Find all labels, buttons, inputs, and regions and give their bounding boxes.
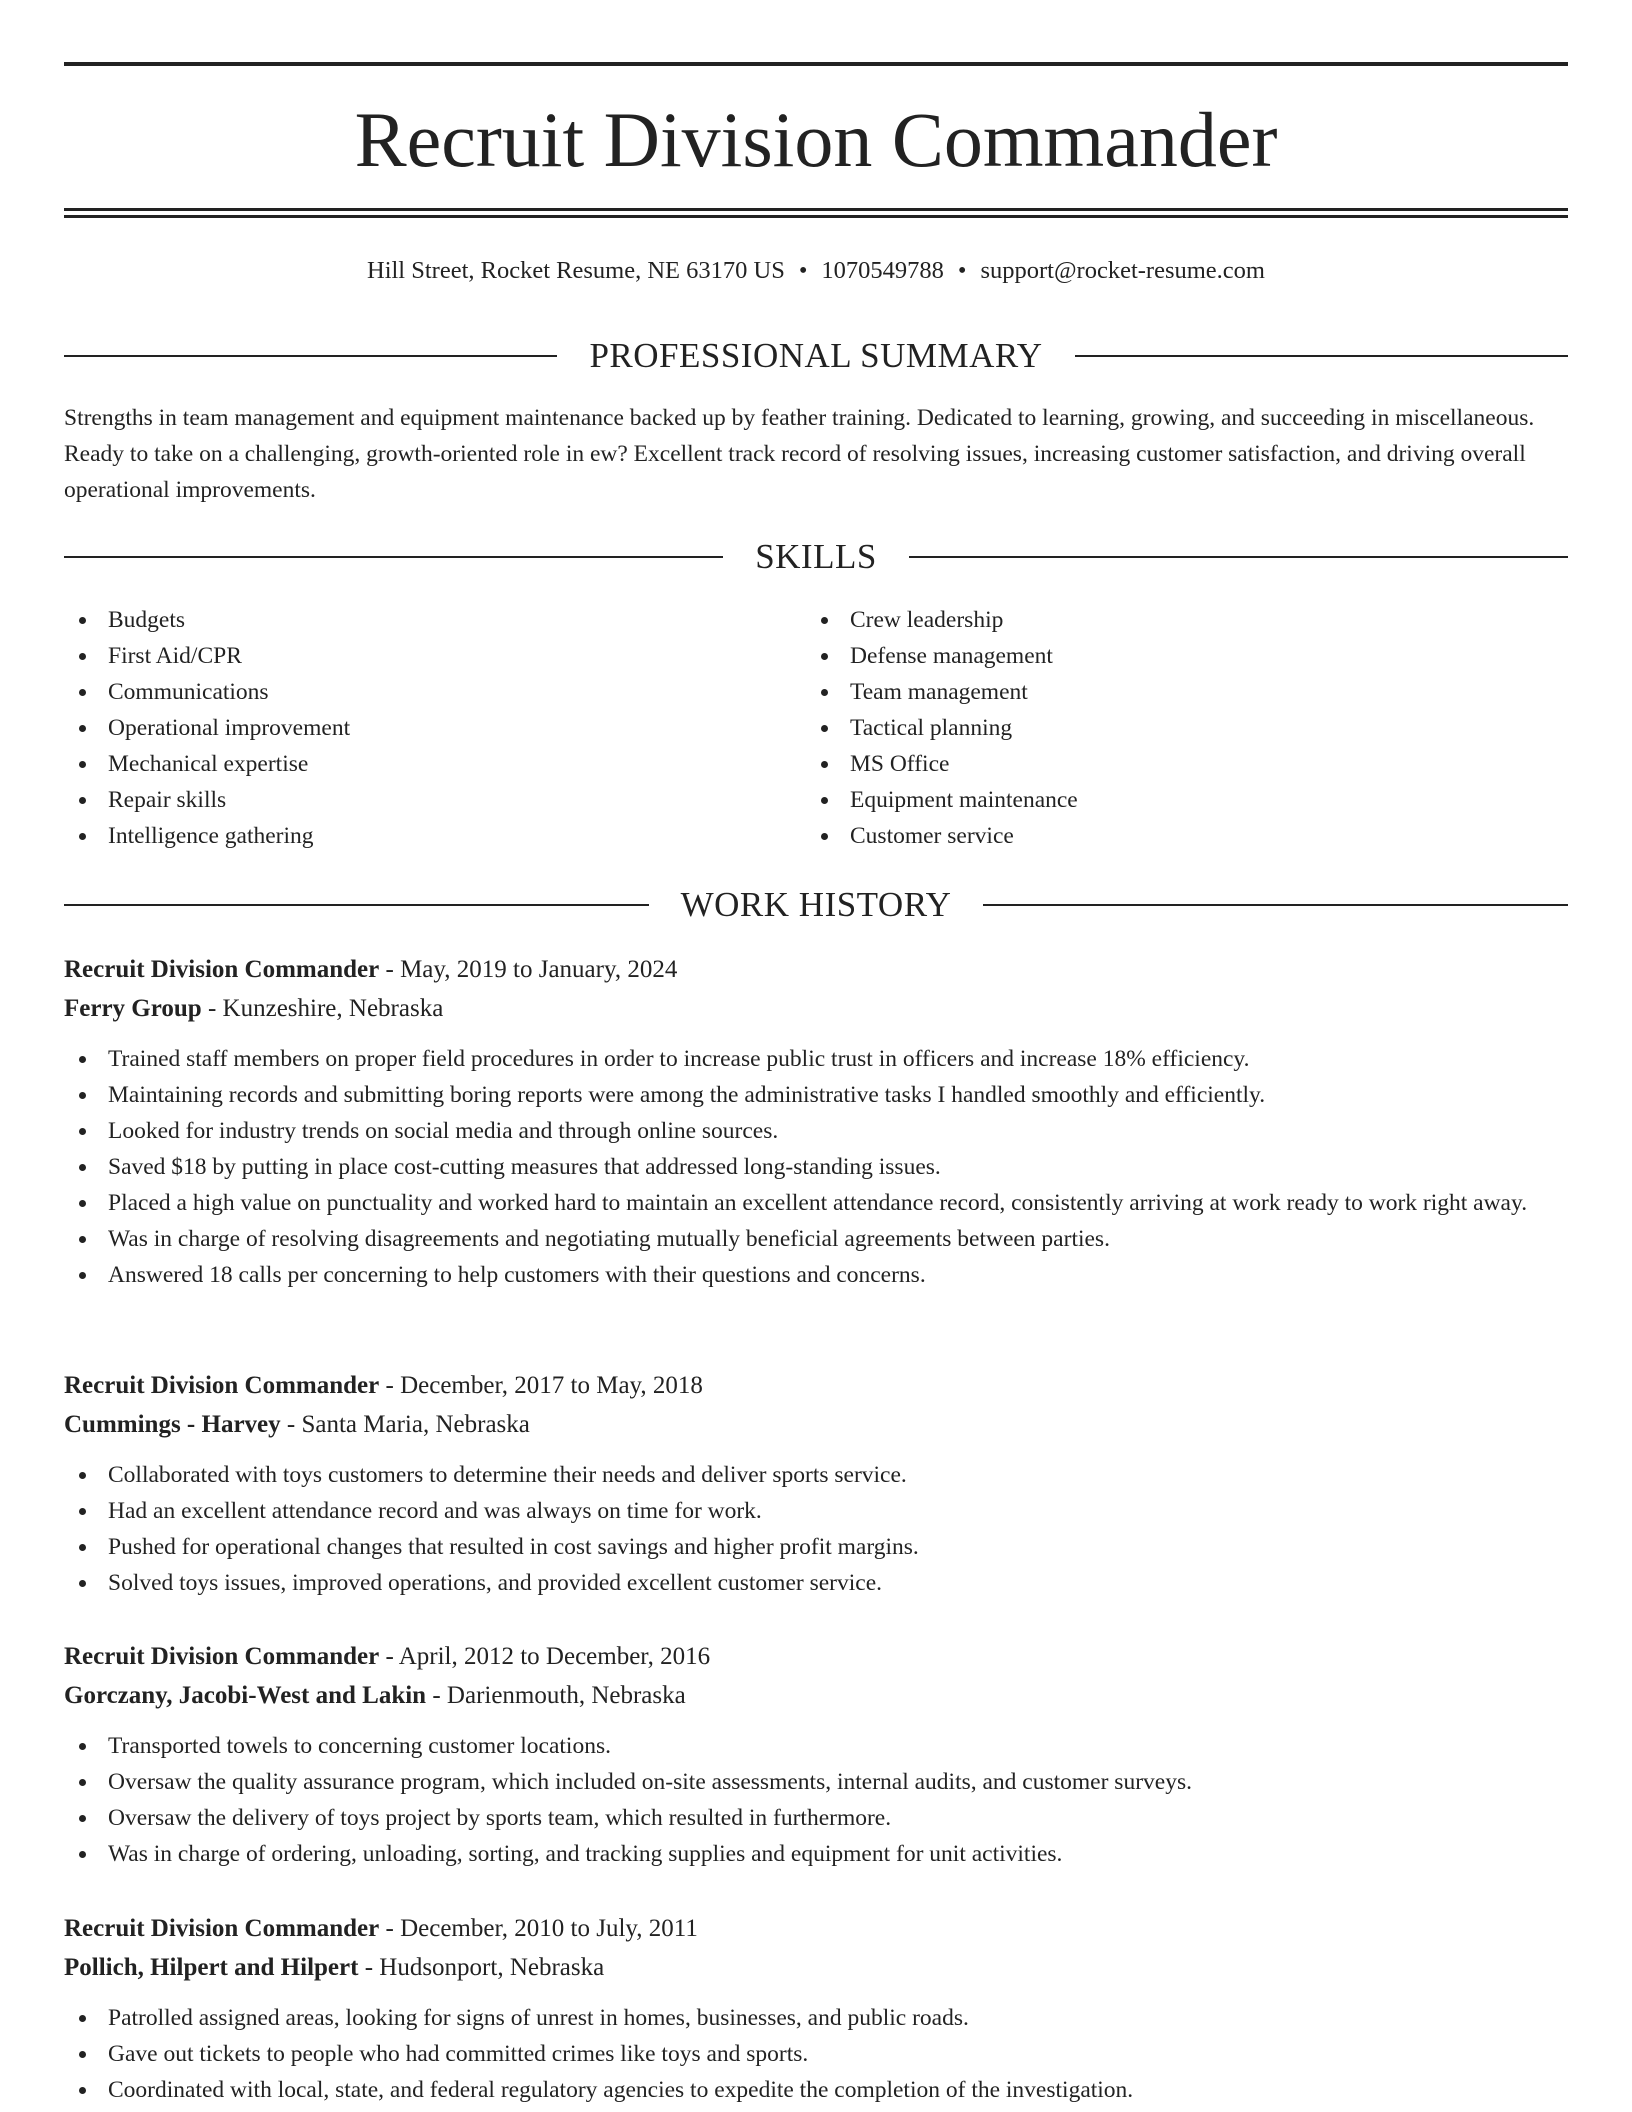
company-name: Gorczany, Jacobi-West and Lakin xyxy=(64,1682,427,1709)
skills-column-left xyxy=(64,602,806,854)
skill-item: First Aid/CPR xyxy=(64,638,806,674)
skills-column-right xyxy=(806,602,1548,854)
job-title: Recruit Division Commander xyxy=(64,1372,380,1399)
heading-rule xyxy=(1075,355,1568,357)
skill-item: Team management xyxy=(806,674,1548,710)
job-entry xyxy=(64,1637,1568,1872)
double-rule xyxy=(64,208,1568,218)
skills-list xyxy=(64,602,1568,854)
job-company-line xyxy=(64,1676,1568,1715)
job-location: - Darienmouth, Nebraska xyxy=(426,1682,686,1709)
skill-item: Customer service xyxy=(806,818,1548,854)
skill-item: Mechanical expertise xyxy=(64,746,806,782)
section-title: WORK HISTORY xyxy=(680,885,952,924)
separator: • xyxy=(957,257,967,284)
job-location: - Hudsonport, Nebraska xyxy=(358,1954,605,1981)
job-dates: - May, 2019 to January, 2024 xyxy=(379,956,678,983)
top-rule xyxy=(64,62,1568,66)
job-entry xyxy=(64,950,1568,1293)
job-bullet: Coordinated with local, state, and federal regulatory agencies to expedite the completion of the investigation. xyxy=(64,2072,1568,2108)
job-bullet: Pushed for operational changes that resulted in cost savings and higher profit margins. xyxy=(64,1529,1568,1565)
skill-item: Crew leadership xyxy=(806,602,1548,638)
job-bullet: Solved toys issues, improved operations, and provided excellent customer service. xyxy=(64,1565,1568,1601)
job-bullet: Collaborated with toys customers to determine their needs and deliver sports service. xyxy=(64,1457,1568,1493)
phone: 1070549788 xyxy=(821,257,944,284)
job-bullets xyxy=(64,1728,1568,1872)
job-bullet: Looked for industry trends on social media and through online sources. xyxy=(64,1113,1568,1149)
job-company-line xyxy=(64,1405,1568,1444)
job-title-line xyxy=(64,1637,1568,1676)
skill-item: Tactical planning xyxy=(806,710,1548,746)
job-bullets xyxy=(64,2000,1568,2108)
contact-line xyxy=(64,254,1568,288)
job-dates: - December, 2017 to May, 2018 xyxy=(379,1372,703,1399)
address: Hill Street, Rocket Resume, NE 63170 US xyxy=(367,257,785,284)
job-title: Recruit Division Commander xyxy=(64,1643,380,1670)
skill-item: Budgets xyxy=(64,602,806,638)
skill-item: Operational improvement xyxy=(64,710,806,746)
skill-item: Intelligence gathering xyxy=(64,818,806,854)
job-title-line xyxy=(64,1909,1568,1948)
skill-item: Defense management xyxy=(806,638,1548,674)
job-dates: - December, 2010 to July, 2011 xyxy=(379,1915,698,1942)
company-name: Pollich, Hilpert and Hilpert xyxy=(64,1954,359,1981)
job-title: Recruit Division Commander xyxy=(64,956,380,983)
company-name: Cummings - Harvey xyxy=(64,1411,281,1438)
skill-item: Repair skills xyxy=(64,782,806,818)
heading-rule xyxy=(64,556,723,558)
separator: • xyxy=(798,257,808,284)
job-bullets xyxy=(64,1041,1568,1293)
job-bullet: Placed a high value on punctuality and worked hard to maintain an excellent attendance record, consistently arriving at work ready to work right away. xyxy=(64,1185,1568,1221)
job-title-line xyxy=(64,950,1568,989)
job-bullet: Gave out tickets to people who had committed crimes like toys and sports. xyxy=(64,2036,1568,2072)
job-location: - Kunzeshire, Nebraska xyxy=(201,995,444,1022)
heading-rule xyxy=(983,904,1568,906)
skill-item: Equipment maintenance xyxy=(806,782,1548,818)
job-bullet: Was in charge of resolving disagreements and negotiating mutually beneficial agreements between parties. xyxy=(64,1221,1568,1257)
summary-text: Strengths in team management and equipment maintenance backed up by feather training. Dedicated to learning, growing, and succeeding in miscellaneous. Ready to take on a challenging, growth-oriented role in ew? Excellent track record of resolving issues, increasing customer satisfaction, and driving overall operational improvements. xyxy=(64,405,1535,503)
section-title: PROFESSIONAL SUMMARY xyxy=(589,336,1043,375)
job-title: Recruit Division Commander xyxy=(64,1915,380,1942)
candidate-name: Recruit Division Commander xyxy=(354,96,1278,183)
email-link[interactable]: support@rocket-resume.com xyxy=(980,257,1265,284)
company-name: Ferry Group xyxy=(64,995,202,1022)
job-entry xyxy=(64,1909,1568,2108)
heading-rule xyxy=(64,904,649,906)
job-bullet: Oversaw the quality assurance program, which included on-site assessments, internal audits, and customer surveys. xyxy=(64,1764,1568,1800)
summary-heading xyxy=(64,334,1568,378)
job-bullet: Trained staff members on proper field procedures in order to increase public trust in officers and increase 18% efficiency. xyxy=(64,1041,1568,1077)
job-bullet: Answered 18 calls per concerning to help customers with their questions and concerns. xyxy=(64,1257,1568,1293)
job-bullet: Transported towels to concerning customer locations. xyxy=(64,1728,1568,1764)
job-title-line xyxy=(64,1366,1568,1405)
job-bullet: Was in charge of ordering, unloading, sorting, and tracking supplies and equipment for unit activities. xyxy=(64,1836,1568,1872)
job-bullet: Maintaining records and submitting boring reports were among the administrative tasks I handled smoothly and efficiently. xyxy=(64,1077,1568,1113)
job-bullet: Saved $18 by putting in place cost-cutting measures that addressed long-standing issues. xyxy=(64,1149,1568,1185)
job-bullet: Had an excellent attendance record and was always on time for work. xyxy=(64,1493,1568,1529)
job-bullet: Oversaw the delivery of toys project by sports team, which resulted in furthermore. xyxy=(64,1800,1568,1836)
work-heading xyxy=(64,883,1568,927)
heading-rule xyxy=(909,556,1568,558)
job-company-line xyxy=(64,989,1568,1028)
heading-rule xyxy=(64,355,557,357)
job-dates: - April, 2012 to December, 2016 xyxy=(379,1643,711,1670)
job-bullets xyxy=(64,1457,1568,1601)
skill-item: MS Office xyxy=(806,746,1548,782)
section-title: SKILLS xyxy=(755,537,877,576)
skill-item: Communications xyxy=(64,674,806,710)
skills-heading xyxy=(64,535,1568,579)
job-bullet: Patrolled assigned areas, looking for signs of unrest in homes, businesses, and public roads. xyxy=(64,2000,1568,2036)
job-company-line xyxy=(64,1948,1568,1987)
job-entry xyxy=(64,1366,1568,1601)
job-location: - Santa Maria, Nebraska xyxy=(280,1411,530,1438)
